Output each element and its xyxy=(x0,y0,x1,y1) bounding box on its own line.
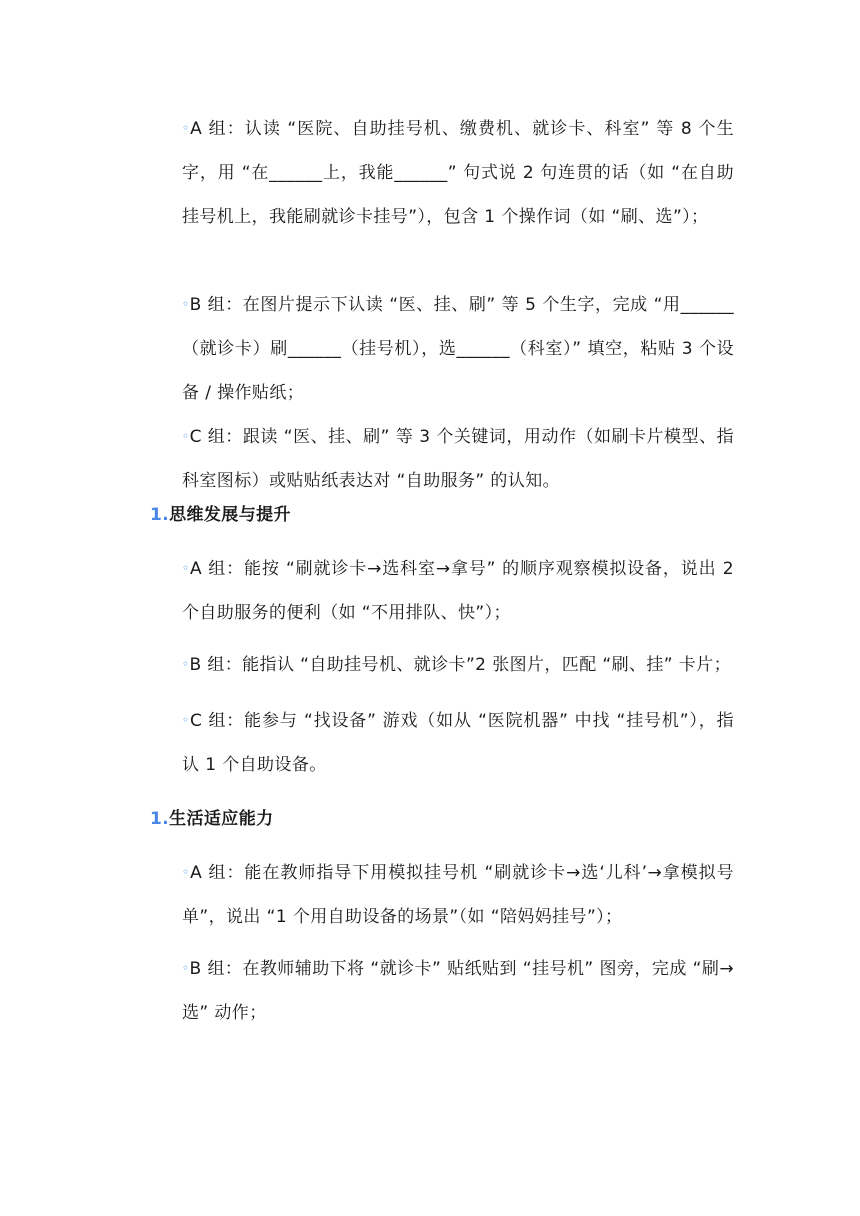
bullet-icon: ◦ xyxy=(182,561,190,575)
section-number: 1. xyxy=(150,505,170,525)
list-item-b-life xyxy=(182,946,734,1035)
bullet-icon: ◦ xyxy=(182,713,190,727)
section-heading-life xyxy=(150,804,274,834)
list-item-text: A 组：能按 “刷就诊卡→选科室→拿号” 的顺序观察模拟设备，说出 2 个自助服务的便利（如 “不用排队、快”）； xyxy=(182,559,734,623)
section-title: 思维发展与提升 xyxy=(169,505,291,525)
list-item-a-thinking xyxy=(182,546,734,635)
list-item-b-thinking xyxy=(182,642,734,687)
section-heading-thinking xyxy=(150,500,291,530)
list-item-text: B 组：能指认 “自助挂号机、就诊卡”2 张图片，匹配 “刷、挂” 卡片； xyxy=(189,655,732,675)
list-item-text: B 组：在图片提示下认读 “医、挂、刷” 等 5 个生字，完成 “用______（就诊卡）刷______（挂号机），选______（科室）” 填空，粘贴 3 个设备 / 操作贴纸； xyxy=(182,295,734,403)
bullet-icon: ◦ xyxy=(182,297,190,311)
list-item-text: C 组：能参与 “找设备” 游戏（如从 “医院机器” 中找 “挂号机”），指认 1 个自助设备。 xyxy=(182,711,734,775)
list-item-b-literacy xyxy=(182,282,734,415)
list-item-text: B 组：在教师辅助下将 “就诊卡” 贴纸贴到 “挂号机” 图旁，完成 “刷→选” 动作； xyxy=(182,959,734,1023)
list-item-text: C 组：跟读 “医、挂、刷” 等 3 个关键词，用动作（如刷卡片模型、指科室图标）或贴贴纸表达对 “自助服务” 的认知。 xyxy=(182,427,734,491)
list-item-c-literacy xyxy=(182,414,734,503)
bullet-icon: ◦ xyxy=(182,429,190,443)
list-item-text: A 组：能在教师指导下用模拟挂号机 “刷就诊卡→选‘儿科’→拿模拟号单”，说出 “1 个用自助设备的场景”（如 “陪妈妈挂号”）； xyxy=(182,863,735,927)
bullet-icon: ◦ xyxy=(182,961,190,975)
bullet-icon: ◦ xyxy=(182,121,191,135)
bullet-icon: ◦ xyxy=(182,865,191,879)
list-item-c-thinking xyxy=(182,698,734,787)
section-number: 1. xyxy=(150,809,170,829)
list-item-a-life xyxy=(182,850,734,939)
list-item-a-literacy xyxy=(182,106,734,239)
bullet-icon: ◦ xyxy=(182,657,190,671)
list-item-text: A 组：认读 “医院、自助挂号机、缴费机、就诊卡、科室” 等 8 个生字，用 “在______上，我能______” 句式说 2 句连贯的话（如 “在自助挂号机上，我能刷就诊卡挂号”），包含 1 个操作词（如 “刷、选”）； xyxy=(182,119,735,227)
section-title: 生活适应能力 xyxy=(169,809,274,829)
